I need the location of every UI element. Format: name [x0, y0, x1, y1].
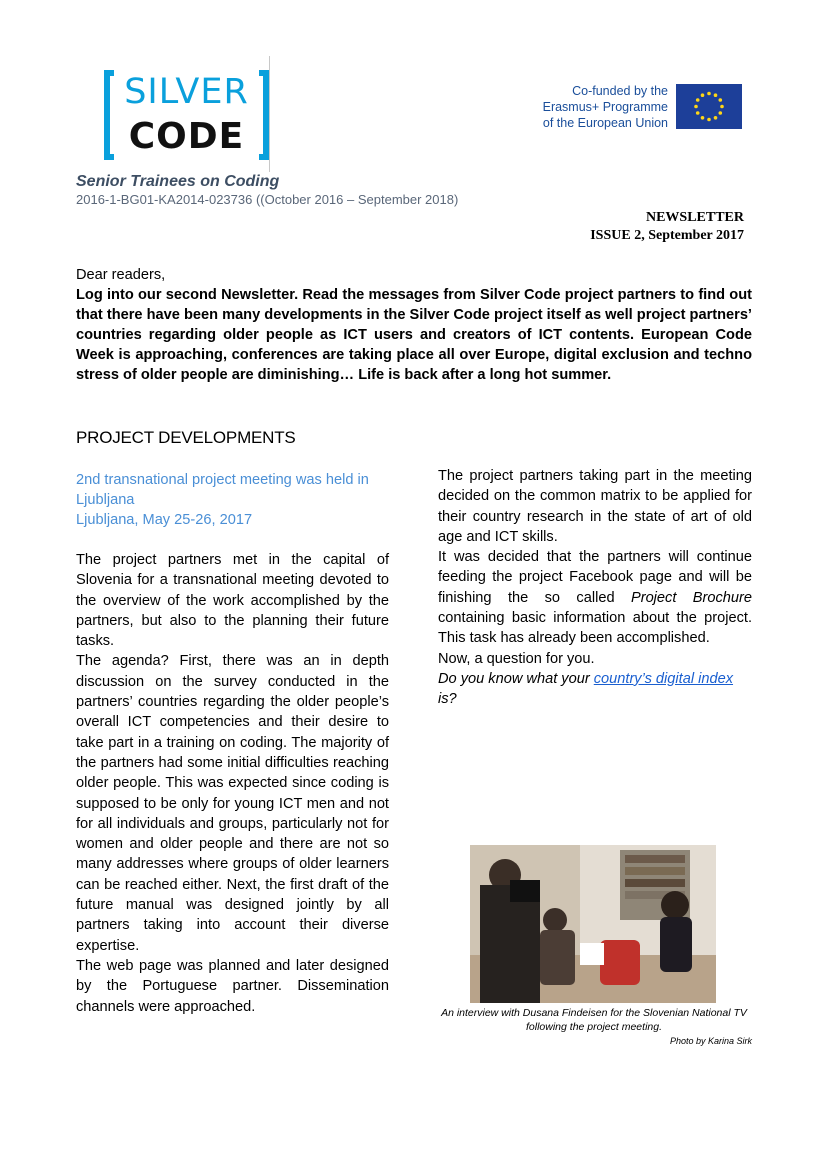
article-paragraph-2: The agenda? First, there was an in depth discussion on the survey conducted in the partners’ countries regarding the older people’s overall ICT competencies and their desire to take part in a training on coding. The majority of the partners had some initial difficulties reaching older people. This was expected since coding is supposed to be only for young ICT men and not for all individuals and groups, particularly not for women and older people and there are not so many addresses where groups of older learners can be reached either. Next, the first draft of the future manual was designed jointly by all partners taking into account their diverse expertise.	[76, 653, 389, 954]
article-paragraph-5	[438, 547, 752, 648]
project-subtitle: Senior Trainees on Coding	[76, 173, 280, 190]
logo-word-code: CODE	[128, 116, 245, 157]
article-title	[76, 470, 389, 530]
digital-index-question	[438, 669, 752, 710]
article-right-column	[438, 466, 752, 710]
issue-label: ISSUE 2, September 2017	[590, 228, 744, 243]
logo-bracket-left	[104, 70, 114, 160]
silver-code-logo	[104, 62, 269, 170]
cofund-line-3: of the European Union	[542, 116, 668, 130]
logo-bracket-right	[259, 70, 269, 160]
photo-credit: Photo by Karina Sirk	[669, 1036, 752, 1046]
section-title: PROJECT DEVELOPMENTS	[76, 428, 296, 447]
photo-caption: An interview with Dusana Findeisen for the Slovenian National TV following the project meeting.	[441, 1007, 747, 1033]
question-after: is?	[438, 691, 457, 708]
article-paragraph-4: The project partners taking part in the meeting decided on the common matrix to be applied for their country research in the state of art of old age and ICT skills.	[438, 468, 752, 545]
article-paragraph-3: The web page was planned and later designed by the Portuguese partner. Dissemination channels were approached.	[76, 957, 389, 1015]
eu-flag-icon	[676, 84, 742, 129]
greeting: Dear readers,	[76, 267, 166, 283]
cofund-text	[520, 83, 668, 131]
digital-index-link[interactable]: country’s digital index	[593, 670, 734, 687]
newsletter-label: NEWSLETTER	[645, 210, 744, 225]
cofund-line-1: Co-funded by the	[572, 84, 668, 98]
p5-text-after: containing basic information about the project. This task has already been accomplished.	[438, 610, 752, 647]
logo-word-silver: SILVER	[124, 72, 249, 112]
article-paragraph-1: The project partners met in the capital of Slovenia for a transnational meeting devoted to the overview of the work accomplished by the partners, but also to the planning their future tasks.	[76, 552, 389, 650]
project-id: 2016-1-BG01-KA2014-023736 ((October 2016 – September 2018)	[76, 192, 459, 207]
logo-divider	[269, 56, 270, 172]
interview-photo	[470, 845, 716, 1003]
newsletter-heading	[590, 209, 744, 245]
article-left-column	[76, 470, 389, 1017]
question-before: Do you know what your	[438, 670, 594, 687]
intro-body: Log into our second Newsletter. Read the messages from Silver Code project partners to find out that there have been many developments in the Silver Code project itself as well project partners’ countries regarding older people as ICT users and creators of ICT contents. European Code Week is approaching, conferences are taking place all over Europe, digital exclusion and techno stress of older people are diminishing… Life is back after a long hot summer.	[76, 287, 752, 383]
cofund-line-2: Erasmus+ Programme	[542, 100, 668, 114]
article-title-line-1: 2nd transnational project meeting was held in Ljubljana	[76, 472, 369, 508]
article-paragraph-6: Now, a question for you.	[438, 650, 595, 667]
p5-italic: Project Brochure	[630, 589, 753, 606]
article-title-line-2: Ljubljana, May 25-26, 2017	[76, 512, 253, 528]
p5-text-before: It was decided that the partners will continue feeding the project Facebook page and will be finishing the so called	[438, 549, 752, 606]
intro-section	[76, 265, 752, 385]
